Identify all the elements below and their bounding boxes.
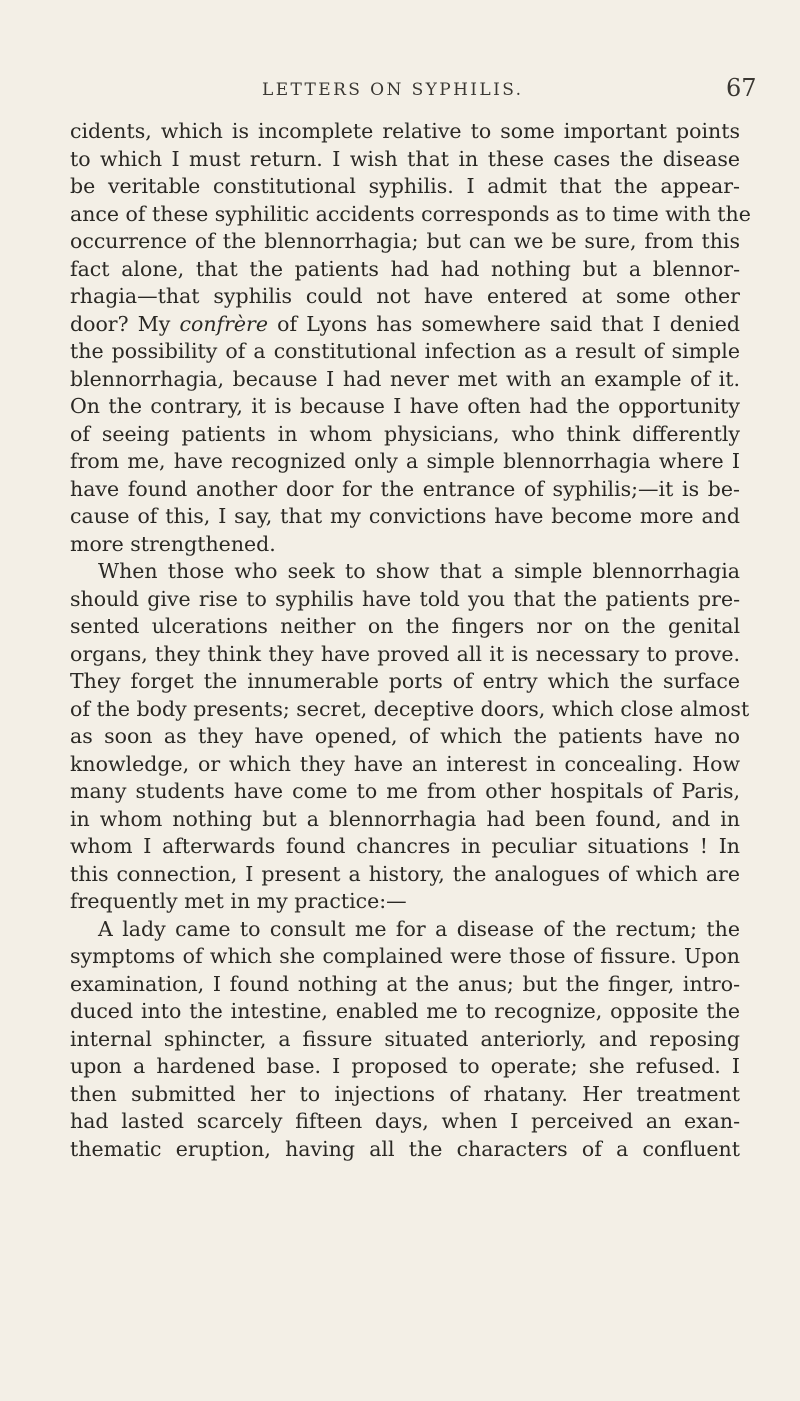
text-line: frequently met in my practice:— [70, 889, 407, 913]
text-line: as soon as they have opened, of which the patients have no [70, 724, 740, 748]
running-title: LETTERS ON SYPHILIS. [262, 80, 524, 100]
text-line: blennorrhagia, because I had never met with an example of it. [70, 366, 740, 391]
text-line: internal sphincter, a fissure situated anteriorly, and reposing [70, 1026, 740, 1051]
text-line: upon a hardened base. I proposed to operate; she refused. I [70, 1054, 740, 1078]
text-line: occurrence of the blennorrhagia; but can we be sure, from this [70, 229, 740, 253]
text-line: of seeing patients in whom physicians, who think differently [70, 421, 740, 446]
text-line: They forget the innumerable ports of entry which the surface [70, 669, 740, 693]
text-line: be veritable constitutional syphilis. I admit that the appear- [70, 174, 740, 198]
text-line: of the body presents; secret, deceptive doors, which close almost [70, 696, 750, 721]
text-line: examination, I found nothing at the anus; but the finger, intro- [70, 971, 740, 996]
text-line: knowledge, or which they have an interest in concealing. How [70, 751, 740, 776]
text-segment: of Lyons has somewhere said that I denied [267, 311, 740, 336]
text-line: have found another door for the entrance of syphilis;—it is be- [70, 476, 740, 501]
text-line: duced into the intestine, enabled me to recognize, opposite the [70, 999, 740, 1023]
running-head [0, 74, 800, 110]
text-line: this connection, I present a history, the analogues of which are [70, 861, 740, 886]
text-segment: door? My [70, 311, 180, 336]
body-text [70, 118, 751, 1163]
text-line: should give rise to syphilis have told you that the patients pre- [70, 586, 740, 611]
text-line: rhagia—that syphilis could not have entered at some other [70, 284, 740, 308]
text-line: from me, have recognized only a simple blennorrhagia where I [70, 449, 740, 473]
text-line: thematic eruption, having all the characters of a confluent [70, 1136, 740, 1161]
text-line: cidents, which is incomplete relative to some important points [70, 119, 740, 143]
page-number: 67 [726, 74, 757, 102]
text-line: whom I afterwards found chancres in peculiar situations ! In [70, 834, 740, 858]
text-line [70, 311, 740, 339]
text-line: When those who seek to show that a simple blennorrhagia [98, 559, 740, 583]
text-line: the possibility of a constitutional infection as a result of simple [70, 339, 740, 363]
text-line: in whom nothing but a blennorrhagia had been found, and in [70, 806, 740, 831]
text-line: organs, they think they have proved all it is necessary to prove. [70, 641, 740, 666]
text-line: more strengthened. [70, 531, 276, 556]
text-line: then submitted her to injections of rhatany. Her treatment [70, 1081, 740, 1106]
text-line: symptoms of which she complained were those of fissure. Upon [70, 944, 740, 968]
text-line: cause of this, I say, that my convictions have become more and [70, 504, 740, 528]
text-line: On the contrary, it is because I have often had the opportunity [70, 394, 740, 418]
text-line: many students have come to me from other hospitals of Paris, [70, 779, 740, 803]
text-line: sented ulcerations neither on the fingers nor on the genital [70, 614, 740, 638]
text-line: had lasted scarcely fifteen days, when I perceived an exan- [70, 1109, 740, 1133]
italic-term: confrère [179, 311, 268, 336]
text-line: ance of these syphilitic accidents corresponds as to time with the [70, 201, 751, 226]
text-line: fact alone, that the patients had had nothing but a blennor- [70, 256, 740, 281]
text-line: to which I must return. I wish that in these cases the disease [70, 146, 740, 171]
text-line: A lady came to consult me for a disease of the rectum; the [98, 916, 740, 941]
